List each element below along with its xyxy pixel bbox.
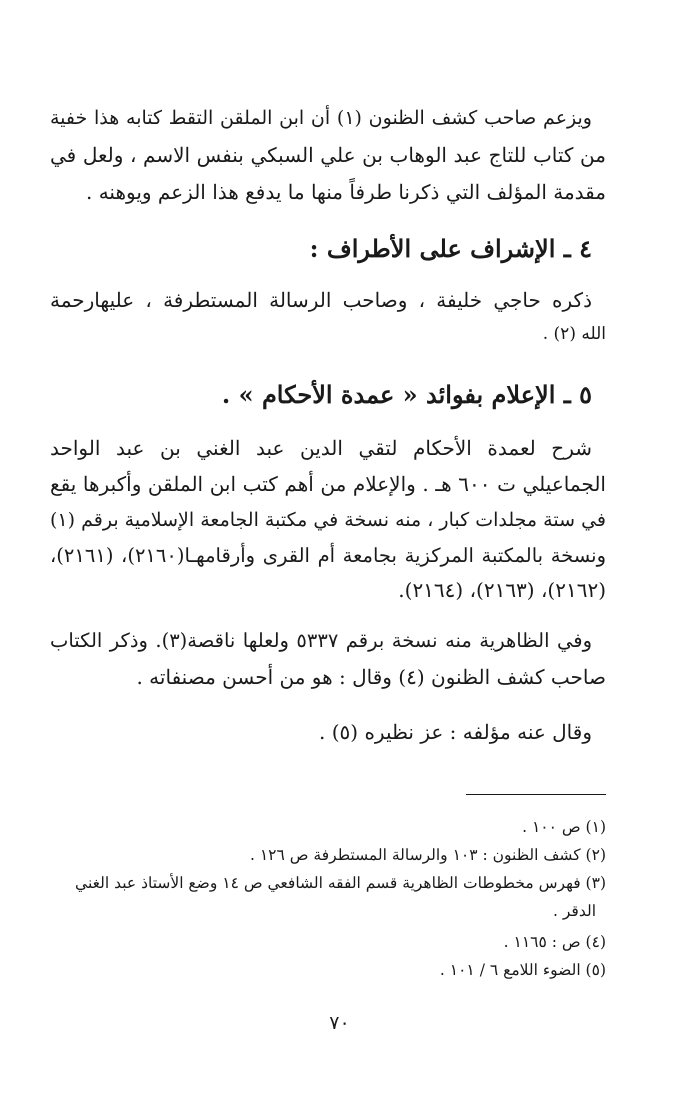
section-heading: ٥ ـ الإعلام بفوائد « عمدة الأحكام » . [221,380,592,409]
footnote: (٥) الضوء اللامع ٦ / ١٠١ . [439,961,606,979]
footnote-divider [466,794,606,795]
body-text-line: من كتاب للتاج عبد الوهاب بن علي السبكي بنفس الاسم ، ولعل في [50,143,606,167]
body-text-line: ذكره حاجي خليفة ، وصاحب الرسالة المستطرفة ، عليهارحمة [50,288,592,312]
body-text-line: مقدمة المؤلف التي ذكرنا طرفاً منها ما يدفع هذا الزعم ويوهنه . [85,180,606,204]
body-text-line: الله (٢) . [542,324,606,344]
body-text-line: وفي الظاهرية منه نسخة برقم ٥٣٣٧ ولعلها ناقصة(٣). وذكر الكتاب [50,629,592,652]
body-text-line: ونسخة بالمكتبة المركزية بجامعة أم القرى وأرقامهـا(٢١٦٠)، (٢١٦١)، [50,544,606,567]
body-text-line: وقال عنه مؤلفه : عز نظيره (٥) . [319,720,592,744]
footnote: (١) ص ١٠٠ . [522,818,606,836]
footnote: (٢) كشف الظنون : ١٠٣ والرسالة المستطرفة ص ١٢٦ . [249,846,606,864]
body-text-line: الجماعيلي ت ٦٠٠ هـ . والإعلام من أهم كتب ابن الملقن وأكبرها يقع [50,472,606,496]
footnote: (٣) فهرس مخطوطات الظاهرية قسم الفقه الشافعي ص ١٤ وضع الأستاذ عبد الغني [75,874,606,892]
body-text-line: ويزعم صاحب كشف الظنون (١) أن ابن الملقن التقط كتابه هذا خفية [50,107,592,129]
body-text-line: (٢١٦٢)، (٢١٦٣)، (٢١٦٤). [398,578,606,602]
section-heading: ٤ ـ الإشراف على الأطراف : [309,234,592,263]
footnote: (٤) ص : ١١٦٥ . [503,933,606,951]
footnote: الدقر . [553,902,596,920]
body-text-line: شرح لعمدة الأحكام لتقي الدين عبد الغني بن عبد الواحد [50,436,592,460]
body-text-line: في ستة مجلدات كبار ، منه نسخة في مكتبة الجامعة الإسلامية برقم (١) [50,509,606,531]
body-text-line: صاحب كشف الظنون (٤) وقال : هو من أحسن مصنفاته . [136,665,606,689]
page-number: ٧٠ [329,1012,350,1034]
